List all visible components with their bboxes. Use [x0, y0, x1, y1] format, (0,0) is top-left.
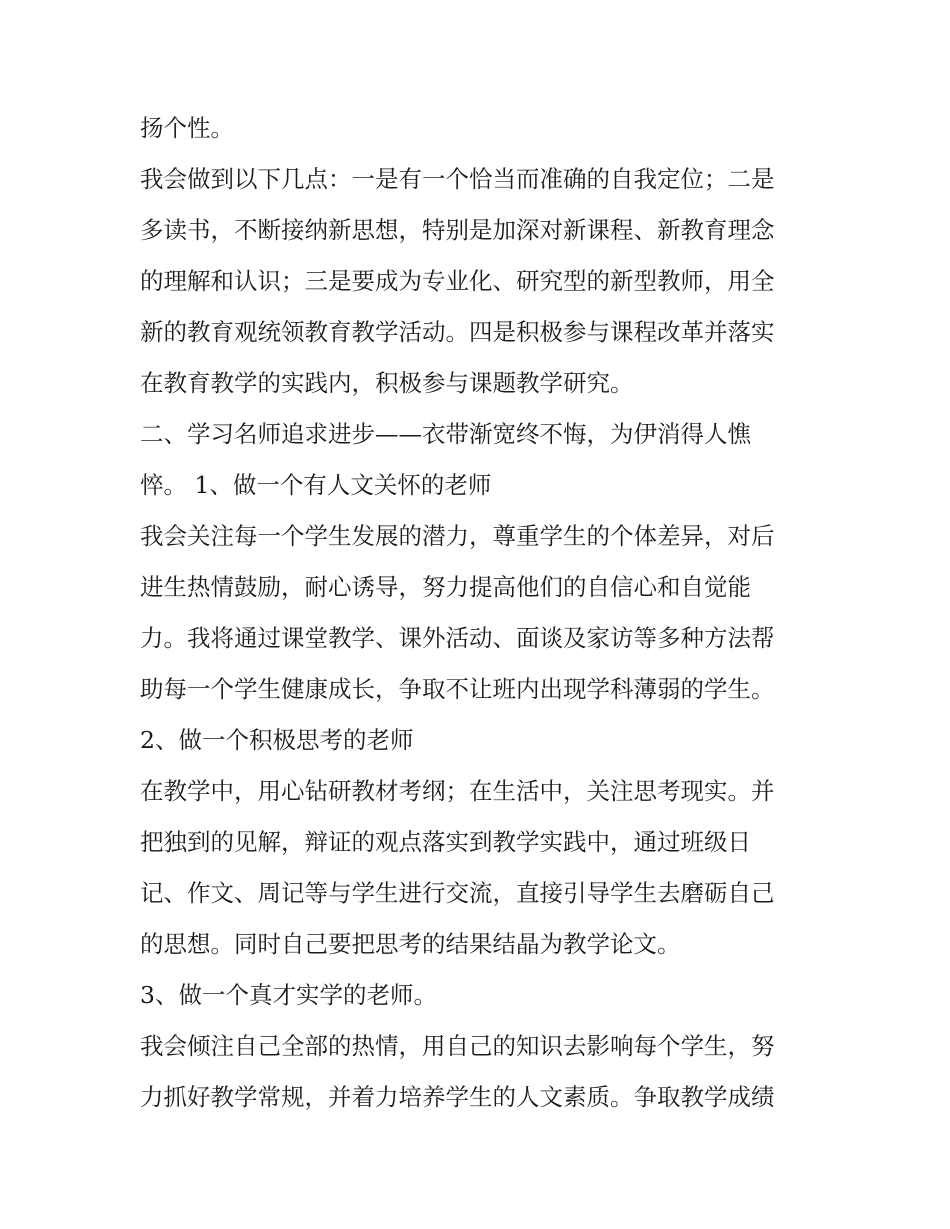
- text-line: 我会倾注自己全部的热情，用自己的知识去影响每个学生，努: [140, 1032, 775, 1060]
- subsection-heading-line: 2、做一个积极思考的老师: [140, 726, 414, 754]
- text-line: 新的教育观统领教育教学活动。四是积极参与课程改革并落实: [140, 318, 775, 346]
- text-line: 的理解和认识；三是要成为专业化、研究型的新型教师，用全: [140, 267, 775, 295]
- section-heading-line: 二、学习名师追求进步——衣带渐宽终不悔，为伊消得人憔: [140, 420, 751, 448]
- text-line: 多读书，不断接纳新思想，特别是加深对新课程、新教育理念: [140, 216, 775, 244]
- text-line: 把独到的见解，辩证的观点落实到教学实践中，通过班级日: [140, 828, 751, 856]
- text-line: 我会做到以下几点：一是有一个恰当而准确的自我定位；二是: [140, 165, 775, 193]
- text-line: 助每一个学生健康成长，争取不让班内出现学科薄弱的学生。: [140, 675, 775, 703]
- text-line: 我会关注每一个学生发展的潜力，尊重学生的个体差异，对后: [140, 522, 775, 550]
- subsection-heading-line: 3、做一个真才实学的老师。: [140, 981, 437, 1009]
- text-line: 力。我将通过课堂教学、课外活动、面谈及家访等多种方法帮: [140, 624, 775, 652]
- text-line: 的思想。同时自己要把思考的结果结晶为教学论文。: [140, 930, 681, 958]
- text-line: 进生热情鼓励，耐心诱导，努力提高他们的自信心和自觉能: [140, 573, 751, 601]
- text-line: 在教学中，用心钻研教材考纲；在生活中，关注思考现实。并: [140, 777, 775, 805]
- text-line: 扬个性。: [140, 114, 234, 142]
- text-line: 在教育教学的实践内，积极参与课题教学研究。: [140, 369, 634, 397]
- text-line: 记、作文、周记等与学生进行交流，直接引导学生去磨砺自己: [140, 879, 775, 907]
- document-body: [140, 106, 820, 1126]
- text-line: 力抓好教学常规，并着力培养学生的人文素质。争取教学成绩: [140, 1083, 775, 1111]
- section-heading-line: 悴。 1、做一个有人文关怀的老师: [140, 471, 492, 499]
